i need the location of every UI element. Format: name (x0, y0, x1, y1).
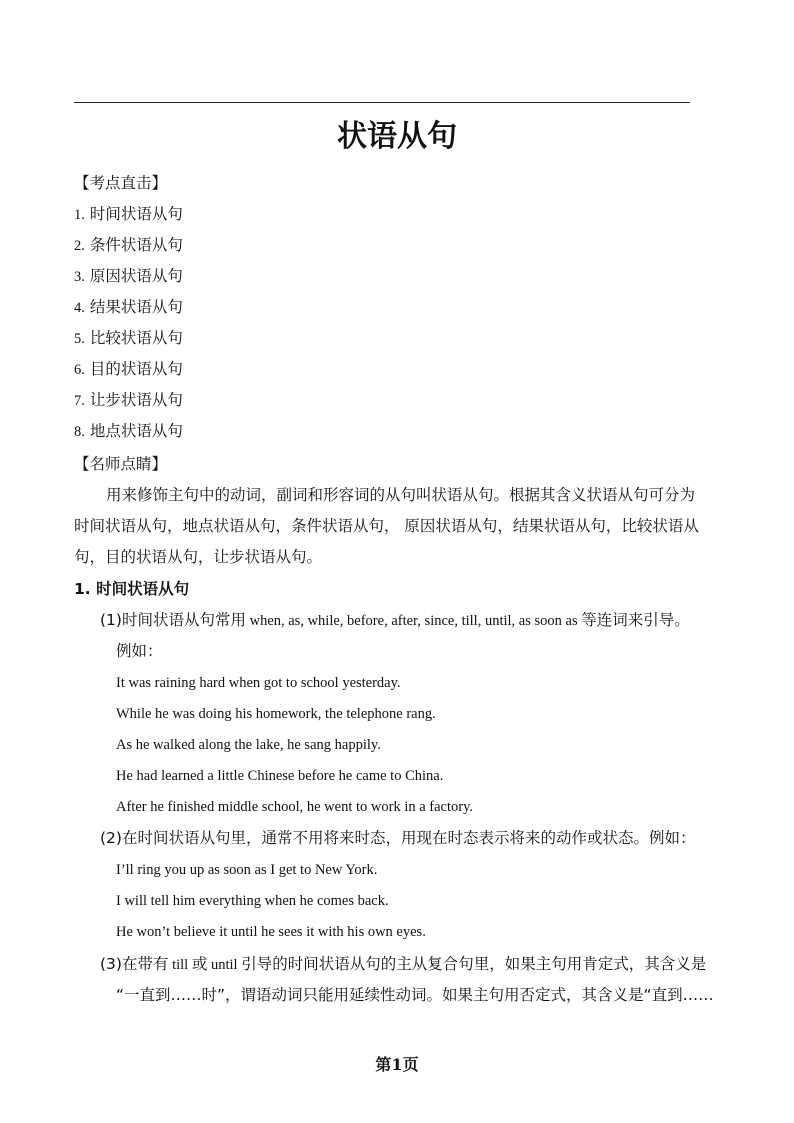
list-item-number: 8. (74, 424, 85, 440)
point-3-until: until (207, 957, 242, 973)
list-item-number: 5. (74, 331, 85, 347)
list-item-number: 4. (74, 300, 85, 316)
list-item (74, 204, 183, 225)
section-heading-kaodian: 【考点直击】 (74, 174, 168, 192)
header-rule (74, 102, 690, 103)
page-number (0, 1054, 794, 1076)
section-heading-mingshi: 【名师点睛】 (74, 455, 168, 473)
list-item-number: 2. (74, 238, 85, 254)
example-sentence: As he walked along the lake, he sang happily. (116, 737, 381, 753)
example-sentence: He had learned a little Chinese before he came to China. (116, 768, 444, 784)
list-item-text: 比较状语从句 (89, 329, 183, 347)
page-title: 状语从句 (337, 119, 457, 154)
example-sentence: It was raining hard when got to school yesterday. (116, 675, 401, 691)
point-1-conjunctions: when, as, while, before, after, since, till, until, as soon as (245, 613, 582, 629)
page-number-prefix: 第 (375, 1055, 392, 1074)
example-sentence: I’ll ring you up as soon as I get to New York. (116, 862, 378, 878)
list-item (74, 359, 183, 380)
list-item (74, 266, 183, 287)
example-label: 例如： (116, 642, 163, 660)
point-1-label: (1)时间状语从句常用 (100, 611, 246, 629)
list-item (74, 421, 183, 442)
list-item-text: 原因状语从句 (89, 267, 183, 285)
example-sentence: After he finished middle school, he went to work in a factory. (116, 799, 474, 815)
list-item (74, 297, 183, 318)
list-item (74, 235, 183, 256)
list-item-number: 1. (74, 207, 85, 223)
list-item (74, 328, 183, 349)
point-3-line-1 (100, 954, 706, 975)
point-3-text-a: (3)在带有 (100, 955, 169, 973)
list-item-number: 7. (74, 393, 85, 409)
point-2-line: (2)在时间状语从句里，通常不用将来时态，用现在时态表示将来的动作或状态。例如： (100, 829, 696, 847)
point-1-line (100, 610, 690, 631)
example-sentence: While he was doing his homework, the telephone rang. (116, 706, 436, 722)
paragraph-line: 用来修饰主句中的动词，副词和形容词的从句叫状语从句。根据其含义状语从句可分为 (106, 486, 696, 504)
list-item-text: 让步状语从句 (89, 391, 183, 409)
list-item-text: 条件状语从句 (89, 236, 183, 254)
point-3-till: till (168, 957, 192, 973)
point-3-line-2: “一直到……时”，谓语动词只能用延续性动词。如果主句用否定式，其含义是“直到…… (116, 986, 714, 1004)
example-sentence: I will tell him everything when he comes back. (116, 893, 389, 909)
example-sentence: He won’t believe it until he sees it with his own eyes. (116, 924, 426, 940)
page-number-value: 1 (391, 1055, 403, 1074)
page-number-suffix: 页 (402, 1055, 419, 1074)
list-item-number: 6. (74, 362, 85, 378)
point-1-tail: 等连词来引导。 (581, 611, 690, 629)
list-item-text: 地点状语从句 (89, 422, 183, 440)
list-item-text: 结果状语从句 (89, 298, 183, 316)
paragraph-line: 句，目的状语从句，让步状语从句。 (74, 548, 323, 566)
list-item-text: 目的状语从句 (89, 360, 183, 378)
list-item-text: 时间状语从句 (89, 205, 183, 223)
point-3-text-c: 引导的时间状语从句的主从复合句里，如果主句用肯定式，其含义是 (241, 955, 707, 973)
section-heading-time-clause: 1. 时间状语从句 (74, 580, 190, 598)
point-3-text-b: 或 (191, 955, 208, 973)
list-item-number: 3. (74, 269, 85, 285)
list-item (74, 390, 183, 411)
paragraph-line: 时间状语从句，地点状语从句，条件状语从句， 原因状语从句，结果状语从句，比较状语从 (74, 517, 699, 535)
